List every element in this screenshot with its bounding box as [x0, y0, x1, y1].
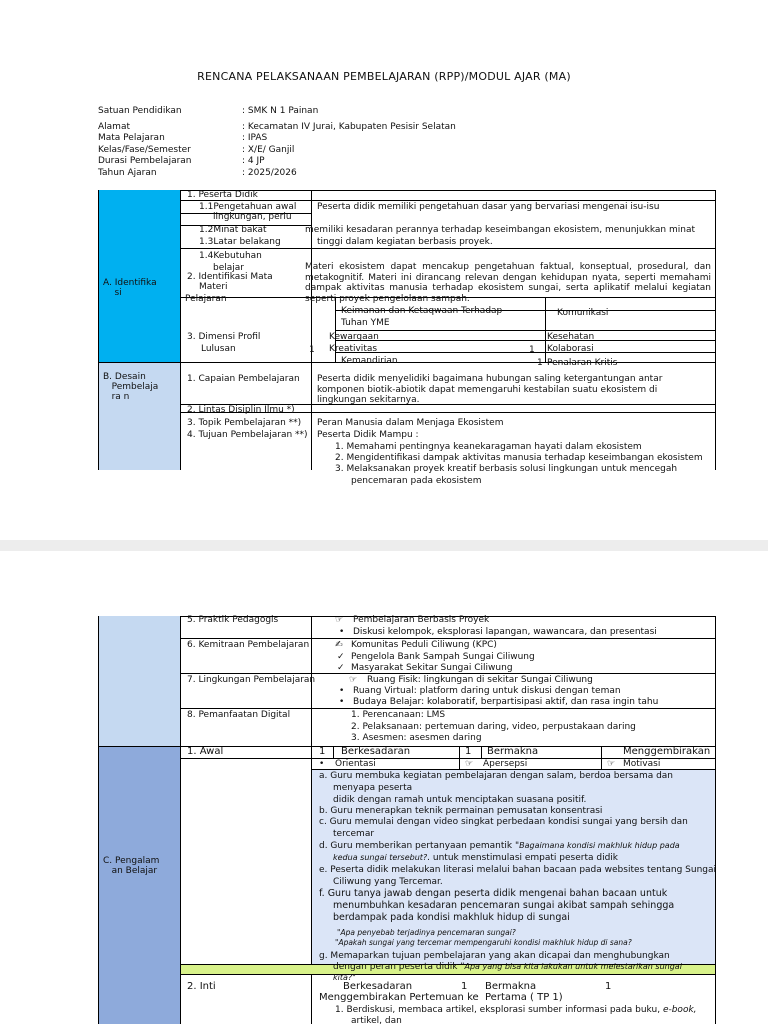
identity-row: Tahun Ajaran : 2025/2026: [98, 167, 297, 178]
awal-step: kedua sungai tersebut?. untuk menstimulasi empati peserta didik: [333, 853, 619, 863]
kemitraan-item: Komunitas Peduli Ciliwung (KPC): [351, 640, 497, 650]
praktik-label: 5. Praktik Pedagogis: [187, 615, 279, 625]
capaian-label: 1. Capaian Pembelajaran: [187, 374, 300, 384]
digital-item: 1. Perencanaan: LMS: [351, 710, 446, 720]
bullet-icon: •: [339, 697, 345, 707]
awal-step: g. Memaparkan tujuan pembelajaran yang akan dicapai dan menghubungkan: [319, 951, 670, 961]
section-b-cell: [99, 362, 181, 470]
awal-col: Bermakna: [487, 746, 539, 757]
latar-belakang-text: tinggi dalam kegiatan berbasis proyek.: [317, 237, 493, 247]
identifikasi-label: 2. Identifikasi Mata: [187, 272, 273, 282]
awal-step: didik dengan ramah untuk menciptakan suasana positif.: [333, 795, 587, 805]
dimensi-item: Kemandirian: [341, 356, 398, 366]
dimensi-number: 1: [529, 345, 535, 355]
tujuan-item: 3. Melaksanakan proyek kreatif berbasis solusi lingkungan untuk mencegah: [335, 464, 678, 474]
kebutuhan-cont: belajar: [213, 263, 244, 273]
identifikasi-pelajaran: Pelajaran: [185, 294, 227, 304]
awal-step: Ciliwung yang Tercemar.: [333, 877, 443, 887]
awal-step: berdampak pada kondisi makhluk hidup di sungai: [333, 912, 570, 923]
latar-belakang-label: 1.3Latar belakang: [199, 237, 281, 247]
dimensi-item: Tuhan YME: [341, 318, 390, 328]
dimensi-item: Penalaran Kritis: [547, 358, 618, 368]
digital-label: 8. Pemanfaatan Digital: [187, 710, 291, 720]
awal-question: "Apa penyebab terjadinya pencemaran sungai?: [337, 928, 516, 937]
awal-number: 1: [465, 746, 472, 757]
pen-icon: ✍: [335, 640, 343, 650]
inti-step: 1. Berdiskusi, membaca artikel, eksplorasi sumber informasi pada buku, e-book,: [335, 1005, 697, 1015]
identifikasi-cont: Materi: [199, 282, 228, 292]
awal-question: "Apakah sungai yang tercemar mempengaruhi kondisi makhluk hidup di sana?: [335, 938, 632, 947]
inti-meeting: Pertama ( TP 1): [485, 992, 563, 1003]
hand-icon: ☞: [607, 759, 616, 769]
dimensi-cont: Lulusan: [201, 344, 236, 354]
bullet-icon: •: [319, 759, 325, 769]
pengetahuan-awal-label: 1.1Pengetahuan awal: [199, 202, 297, 212]
inti-step: artikel, dan: [351, 1016, 402, 1024]
kebutuhan-label: 1.4Kebutuhan: [199, 251, 262, 261]
identity-block: [98, 106, 698, 179]
dimensi-number: 1: [537, 358, 543, 368]
dimensi-item: Kewargaan: [329, 332, 379, 342]
dimensi-item: Komunikasi: [557, 308, 609, 318]
section-c-label: C. Pengalam an Belajar: [103, 856, 160, 876]
dimensi-item: Keimanan dan Ketaqwaan Terhadap: [341, 306, 503, 316]
awal-label: 1. Awal: [187, 746, 224, 757]
lingkungan-item: Ruang Virtual: platform daring untuk diskusi dengan teman: [353, 686, 621, 696]
rpp-table-page-2: [98, 615, 717, 1024]
hand-icon: ☞: [465, 759, 474, 769]
tujuan-item: pencemaran pada ekosistem: [351, 476, 482, 486]
digital-item: 3. Asesmen: asesmen daring: [351, 733, 482, 743]
inti-number: 1: [605, 981, 612, 992]
document-title: RENCANA PELAKSANAAN PEMBELAJARAN (RPP)/MODUL AJAR (MA): [197, 70, 571, 83]
awal-step: kita?": [333, 973, 356, 982]
awal-step: b. Guru menerapkan teknik permainan pemusatan konsentrasi: [319, 806, 603, 816]
section-c-cell: [99, 746, 181, 1024]
kemitraan-label: 6. Kemitraan Pembelajaran: [187, 640, 310, 650]
bullet-icon: •: [339, 686, 345, 696]
dimensi-number: 1: [309, 345, 315, 355]
inti-number: 1: [461, 981, 468, 992]
check-icon: ✓: [337, 652, 345, 662]
awal-step: a. Guru membuka kegiatan pembelajaran dengan salam, berdoa bersama dan: [319, 771, 674, 781]
section-a-label: A. Identifika si: [103, 278, 157, 298]
lintas-label: 2. Lintas Disiplin Ilmu *): [187, 405, 295, 415]
awal-sub: Apersepsi: [483, 759, 528, 769]
document-page-2: [0, 551, 768, 1024]
inti-col: Menggembirakan Pertemuan ke: [319, 992, 479, 1003]
capaian-text: Peserta didik menyelidiki bagaimana hubungan saling ketergantungan antar komponen biotik-abiotik dapat memengaruhi kestabilan suatu ekosistem di lingkungan sekitarnya.: [317, 374, 663, 405]
pengetahuan-awal-text: Peserta didik memiliki pengetahuan dasar yang bervariasi mengenai isu-isu: [317, 202, 660, 212]
materi-text: Materi ekosistem dapat mencakup pengetahuan faktual, konseptual, prosedural, dan metakognitif. Materi ini dirancang relevan dengan kehidupan nyata, seperti memahami dampak aktivitas manusia terhadap ekosistem sungai, serta aplikatif melalui kegiatan seperti proyek pengelolaan sampah.: [305, 262, 711, 304]
hand-icon: ☞: [349, 675, 358, 685]
praktik-item: Pembelajaran Berbasis Proyek: [353, 615, 490, 625]
identity-row: Mata Pelajaran : IPAS: [98, 133, 268, 143]
awal-step: c. Guru memulai dengan video singkat perbedaan kondisi sungai yang bersih dan: [319, 817, 688, 827]
identity-row: Alamat : Kecamatan IV Jurai, Kabupaten Pesisir Selatan: [98, 121, 456, 132]
page-gap: [0, 540, 768, 551]
rpp-table-page-1: [98, 190, 714, 486]
pengetahuan-awal-cont: lingkungan, perlu: [213, 212, 292, 222]
inti-col: Berkesadaran: [343, 981, 413, 992]
topik-text: Peran Manusia dalam Menjaga Ekosistem: [317, 418, 504, 428]
inti-col: Bermakna: [485, 981, 537, 992]
awal-step: tercemar: [333, 829, 375, 839]
awal-sub: Orientasi: [335, 759, 376, 769]
hand-icon: ☞: [335, 615, 344, 625]
tujuan-head: Peserta Didik Mampu :: [317, 430, 419, 440]
minat-bakat-text: memiliki kesadaran perannya terhadap keseimbangan ekosistem, menunjukkan minat: [305, 225, 695, 235]
awal-number: 1: [319, 746, 326, 757]
tujuan-item: 2. Mengidentifikasi dampak aktivitas manusia terhadap keseimbangan ekosistem: [335, 453, 703, 463]
praktik-item: Diskusi kelompok, eksplorasi lapangan, wawancara, dan presentasi: [353, 627, 657, 637]
awal-step: d. Guru memberikan pertanyaan pemantik "Bagaimana kondisi makhluk hidup pada: [319, 841, 680, 851]
awal-col: Berkesadaran: [341, 746, 411, 757]
identity-row: Satuan Pendidikan : SMK N 1 Painan: [98, 106, 319, 116]
peserta-didik-label: 1. Peserta Didik: [187, 190, 258, 200]
dimensi-item: Kolaborasi: [547, 344, 594, 354]
topik-label: 3. Topik Pembelajaran **): [187, 418, 302, 428]
inti-label: 2. Inti: [187, 981, 216, 992]
bullet-icon: •: [339, 627, 345, 637]
awal-step: dengan peran peserta didik "Apa yang bisa kita lakukan untuk melestarikan sungai: [333, 962, 682, 972]
lingkungan-item: Ruang Fisik: lingkungan di sekitar Sungai Ciliwung: [367, 675, 593, 685]
section-b-continued: [99, 616, 181, 746]
kemitraan-item: Pengelola Bank Sampah Sungai Ciliwung: [351, 652, 535, 662]
section-a-cell: [99, 190, 181, 362]
lingkungan-item: Budaya Belajar: kolaboratif, berpartisipasi aktif, dan rasa ingin tahu: [353, 697, 659, 707]
tujuan-label: 4. Tujuan Pembelajaran **): [187, 430, 308, 440]
dimensi-label: 3. Dimensi Profil: [187, 332, 261, 342]
lingkungan-label: 7. Lingkungan Pembelajaran: [187, 675, 316, 685]
awal-step: e. Peserta didik melakukan literasi melalui bahan bacaan pada websites tentang Sungai: [319, 865, 717, 875]
section-b-label: B. Desain Pembelaja ra n: [103, 372, 159, 402]
awal-col: Menggembirakan: [623, 746, 711, 757]
awal-sub: Motivasi: [623, 759, 661, 769]
identity-row: Durasi Pembelajaran : 4 JP: [98, 156, 265, 166]
awal-step: f. Guru tanya jawab dengan peserta didik mengenai bahan bacaan untuk: [319, 888, 668, 899]
dimensi-item: Kreativitas: [329, 344, 378, 354]
minat-bakat-label: 1.2Minat bakat: [199, 225, 267, 235]
dimensi-item: Kesehatan: [547, 332, 595, 342]
tujuan-item: 1. Memahami pentingnya keanekaragaman hayati dalam ekosistem: [335, 442, 642, 452]
kemitraan-item: Masyarakat Sekitar Sungai Ciliwung: [351, 663, 513, 673]
digital-item: 2. Pelaksanaan: pertemuan daring, video, perpustakaan daring: [351, 722, 636, 732]
identity-row: Kelas/Fase/Semester : X/E/ Ganjil: [98, 144, 295, 155]
awal-step: menumbuhkan kesadaran pencemaran sungai akibat sampah sehingga: [333, 900, 675, 911]
awal-step: menyapa peserta: [333, 783, 413, 793]
check-icon: ✓: [337, 663, 345, 673]
